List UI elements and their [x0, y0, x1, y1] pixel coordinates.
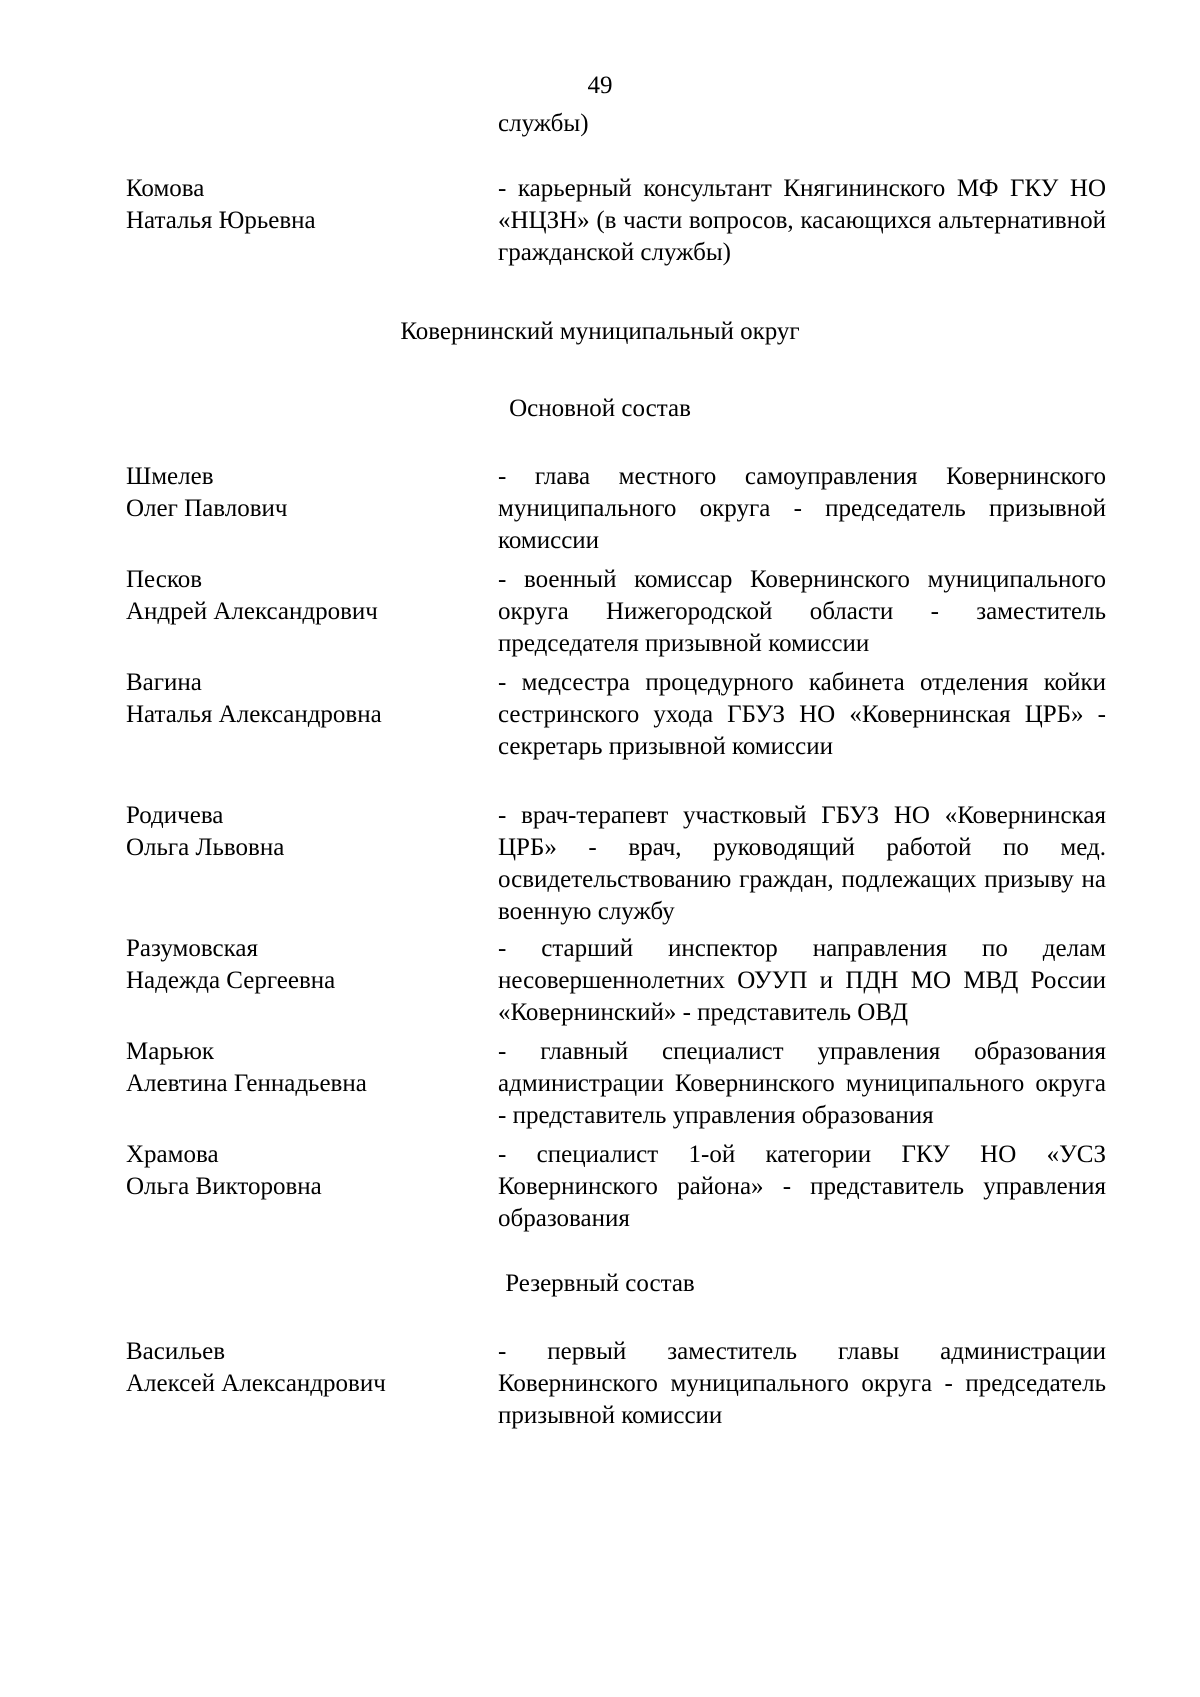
- member-surname: Марьюк: [126, 1038, 215, 1065]
- member-description: - специалист 1-ой категории ГКУ НО «УСЗ Ковернинского района» - представитель управления образования: [498, 1141, 1106, 1232]
- member-given-name: Алексей Александрович: [126, 1370, 386, 1397]
- member-name: [126, 173, 486, 237]
- member-description: - медсестра процедурного кабинета отделения койки сестринского ухода ГБУЗ НО «Ковернинская ЦРБ» - секретарь призывной комиссии: [498, 669, 1106, 760]
- main-composition-heading: Основной состав: [509, 395, 691, 422]
- member-description: - врач-терапевт участковый ГБУЗ НО «Ковернинская ЦРБ» - врач, руководящий работой по мед. освидетельствованию граждан, подлежащих призыву на военную службу: [498, 802, 1106, 925]
- member-given-name: Надежда Сергеевна: [126, 967, 336, 994]
- member-given-name: Андрей Александрович: [126, 598, 378, 625]
- member-description: - глава местного самоуправления Ковернинского муниципального округа - председатель призывной комиссии: [498, 463, 1106, 554]
- member-name: [126, 667, 486, 731]
- member-given-name: Алевтина Геннадьевна: [126, 1070, 367, 1097]
- member-description: - карьерный консультант Княгининского МФ ГКУ НО «НЦЗН» (в части вопросов, касающихся альтернативной гражданской службы): [498, 175, 1106, 266]
- member-surname: Васильев: [126, 1338, 226, 1365]
- member-name: [126, 461, 486, 525]
- page-number: 49: [587, 72, 613, 99]
- member-surname: Песков: [126, 566, 203, 593]
- member-given-name: Наталья Александровна: [126, 701, 382, 728]
- member-name: [126, 1139, 486, 1203]
- member-description: - первый заместитель главы администрации Ковернинского муниципального округа - председатель призывной комиссии: [498, 1338, 1106, 1429]
- member-description: - военный комиссар Ковернинского муниципального округа Нижегородской области - заместитель председателя призывной комиссии: [498, 566, 1106, 657]
- member-surname: Разумовская: [126, 935, 258, 962]
- member-description: - главный специалист управления образования администрации Ковернинского муниципального округа - представитель управления образования: [498, 1038, 1106, 1129]
- member-surname: Шмелев: [126, 463, 214, 490]
- member-given-name: Олег Павлович: [126, 495, 288, 522]
- member-name: [126, 1036, 486, 1100]
- member-name: [126, 564, 486, 628]
- member-given-name: Наталья Юрьевна: [126, 207, 316, 234]
- district-heading: Ковернинский муниципальный округ: [400, 318, 800, 345]
- member-surname: Родичева: [126, 802, 224, 829]
- member-surname: Вагина: [126, 669, 202, 696]
- member-surname: Храмова: [126, 1141, 219, 1168]
- continuation-text: службы): [498, 110, 589, 137]
- reserve-composition-heading: Резервный состав: [505, 1270, 695, 1297]
- member-description: - старший инспектор направления по делам несовершеннолетних ОУУП и ПДН МО МВД России «Ковернинский» - представитель ОВД: [498, 935, 1106, 1026]
- member-name: [126, 933, 486, 997]
- member-given-name: Ольга Львовна: [126, 834, 285, 861]
- member-name: [126, 800, 486, 864]
- member-name: [126, 1336, 486, 1400]
- member-given-name: Ольга Викторовна: [126, 1173, 322, 1200]
- member-surname: Комова: [126, 175, 205, 202]
